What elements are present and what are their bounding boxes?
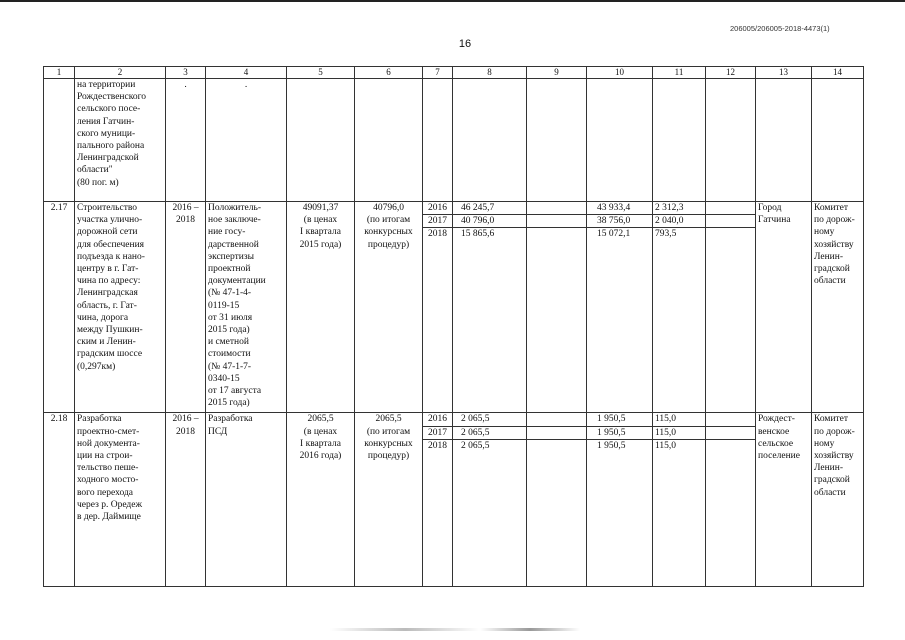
text-line: ному (814, 438, 835, 449)
period (166, 413, 206, 586)
header-col-6: 6 (355, 67, 423, 79)
text-line: (0,297км) (77, 361, 116, 372)
year: 2016 (423, 413, 453, 426)
text-line: Положитель- (208, 203, 261, 213)
year: 2018 (423, 439, 453, 586)
text-line: (80 пог. м) (77, 177, 119, 188)
text-line: сельское (758, 438, 794, 449)
text-line: Ленинградская (77, 288, 138, 299)
document-id: 206005/206005-2018-4473(1) (730, 24, 830, 33)
header-col-4: 4 (206, 67, 287, 79)
amount-col-9 (527, 439, 587, 586)
text-line: 2015 года) (299, 239, 342, 250)
federal-amount: 1 950,5 (587, 413, 653, 426)
text-line: 2016 – (172, 414, 199, 425)
text-line: 2065,5 (375, 414, 402, 425)
period (166, 202, 206, 413)
header-col-7: 7 (423, 67, 453, 79)
text-line: 2016 года) (299, 451, 342, 462)
text-line: чина по адресу: (77, 276, 141, 287)
year: 2018 (423, 228, 453, 413)
text-line: Рождест- (758, 414, 795, 425)
object-name (75, 202, 166, 413)
cont-cell (653, 79, 706, 202)
text-line: в дер. Даймище (77, 512, 141, 523)
cont-cell (355, 79, 423, 202)
header-row (44, 67, 864, 79)
text-line: ции на строи- (77, 451, 133, 462)
total-amount: 46 245,7 (453, 202, 527, 215)
text-line: от 17 августа (208, 386, 262, 397)
cont-cell (756, 79, 812, 202)
text-line: I квартала (300, 438, 341, 449)
regional-amount: 793,5 (653, 228, 706, 413)
federal-amount: 1 950,5 (587, 426, 653, 439)
estimated-cost (287, 202, 355, 413)
text-line: I квартала (300, 227, 341, 238)
total-amount: 15 865,6 (453, 228, 527, 413)
text-line: хозяйству (814, 451, 854, 462)
row-number: 2.18 (44, 413, 75, 586)
text-line: вого перехода (77, 487, 134, 498)
text-line: 2015 года) (208, 325, 250, 336)
text-line: ского муници- (77, 128, 136, 139)
text-line: подъезда к нано- (77, 251, 145, 262)
cont-cell (453, 79, 527, 202)
header-col-3: 3 (166, 67, 206, 79)
regional-amount: 2 040,0 (653, 215, 706, 228)
text-line: участка улично- (77, 215, 143, 226)
text-line: конкурсных (364, 438, 413, 449)
basis (206, 413, 287, 586)
text-line: область, г. Гат- (77, 300, 137, 311)
amount-col-12 (706, 439, 756, 586)
text-line: дорожной сети (77, 227, 138, 238)
cont-name-cell (75, 79, 166, 202)
cont-mark: . (244, 80, 248, 90)
total-amount: 40 796,0 (453, 215, 527, 228)
location (756, 413, 812, 586)
cont-cell (812, 79, 864, 202)
amount-col-12 (706, 413, 756, 426)
text-line: 2065,5 (307, 414, 334, 425)
text-line: процедур) (367, 239, 410, 250)
text-line: Гатчина (758, 215, 791, 226)
amount-col-12 (706, 228, 756, 413)
amount-col-9 (527, 426, 587, 439)
text-line: градским шоссе (77, 349, 143, 360)
text-line: документации (208, 276, 266, 287)
header-col-1: 1 (44, 67, 75, 79)
amount-col-9 (527, 202, 587, 215)
row-number: 2.17 (44, 202, 75, 413)
text-line: Город (758, 203, 782, 213)
text-line: (в ценах (303, 426, 338, 437)
text-line: пального района (77, 141, 145, 152)
year: 2016 (423, 202, 453, 215)
total-amount: 2 065,5 (453, 439, 527, 586)
cont-cell (587, 79, 653, 202)
total-amount: 2 065,5 (453, 413, 527, 426)
text-line: сельского посе- (77, 104, 141, 115)
text-line: по дорож- (814, 215, 855, 226)
scan-artifact (330, 628, 580, 631)
year: 2017 (423, 426, 453, 439)
total-amount: 2 065,5 (453, 426, 527, 439)
header-col-10: 10 (587, 67, 653, 79)
text-line: (в ценах (303, 215, 338, 226)
continuation-row (44, 79, 864, 202)
text-line: (№ 47-1-4- (208, 288, 252, 299)
amount-col-12 (706, 215, 756, 228)
text-line: Разработка (208, 414, 253, 425)
regional-amount: 115,0 (653, 439, 706, 586)
text-line: проектной (208, 264, 251, 275)
amount-col-9 (527, 228, 587, 413)
text-line: конкурсных (364, 227, 413, 238)
text-line: проектно-смет- (77, 426, 140, 437)
cont-cell (423, 79, 453, 202)
text-line: между Пушкин- (77, 325, 143, 336)
text-line: ние госу- (208, 227, 246, 238)
cont-period-cell (166, 79, 206, 202)
text-line: хозяйству (814, 239, 854, 250)
text-line: для обеспечения (77, 239, 145, 250)
text-line: (по итогам (366, 426, 411, 437)
text-line: Комитет (814, 414, 849, 425)
text-line: 2016 – (172, 203, 199, 213)
text-line: градской (814, 475, 850, 486)
text-line: чина, дорога (77, 312, 129, 323)
text-line: 0340-15 (208, 373, 240, 384)
text-line: Комитет (814, 203, 849, 213)
text-line: венское (758, 426, 790, 437)
federal-amount: 15 072,1 (587, 228, 653, 413)
page-number: 16 (458, 38, 472, 50)
cont-cell (287, 79, 355, 202)
year: 2017 (423, 215, 453, 228)
text-line: и сметной (208, 337, 249, 348)
object-name (75, 413, 166, 586)
header-col-13: 13 (756, 67, 812, 79)
contract-cost (355, 202, 423, 413)
text-line: центру в г. Гат- (77, 264, 139, 275)
program-table (43, 66, 864, 587)
text-line: 0119-15 (208, 300, 240, 311)
text-line: Разработка (77, 414, 122, 425)
cont-cell (706, 79, 756, 202)
text-line: дарственной (208, 239, 259, 250)
cont-basis-cell (206, 79, 287, 202)
cont-mark: . (184, 80, 187, 90)
federal-amount: 38 756,0 (587, 215, 653, 228)
text-line: ному (814, 227, 835, 238)
header-col-14: 14 (812, 67, 864, 79)
responsible-body (812, 413, 864, 586)
text-line: ПСД (208, 426, 228, 437)
text-line: градской (814, 264, 850, 275)
text-line: 2018 (176, 215, 195, 226)
text-line: Строительство (77, 203, 138, 213)
table-row (44, 202, 864, 215)
text-line: через р. Оредеж (77, 499, 143, 510)
text-line: от 31 июля (208, 312, 253, 323)
header-col-11: 11 (653, 67, 706, 79)
federal-amount: 43 933,4 (587, 202, 653, 215)
text-line: тельство пеше- (77, 463, 139, 474)
basis (206, 202, 287, 413)
text-line: стоимости (208, 349, 251, 360)
amount-col-9 (527, 215, 587, 228)
text-line: по дорож- (814, 426, 855, 437)
location (756, 202, 812, 413)
amount-col-12 (706, 426, 756, 439)
text-line: процедур) (367, 451, 410, 462)
responsible-body (812, 202, 864, 413)
text-line: поселение (758, 451, 800, 462)
text-line: (№ 47-1-7- (208, 361, 252, 372)
text-line: Ленинградской (77, 153, 139, 164)
regional-amount: 2 312,3 (653, 202, 706, 215)
text-line: 49091,37 (302, 203, 339, 213)
contract-cost (355, 413, 423, 586)
text-line: области" (77, 165, 113, 176)
text-line: области (814, 487, 846, 498)
header-col-12: 12 (706, 67, 756, 79)
text-line: области (814, 276, 846, 287)
regional-amount: 115,0 (653, 413, 706, 426)
text-line: ходного мосто- (77, 475, 139, 486)
text-line: 2015 года) (208, 398, 250, 409)
text-line: экспертизы (208, 251, 254, 262)
header-col-9: 9 (527, 67, 587, 79)
amount-col-12 (706, 202, 756, 215)
text-line: ной документа- (77, 438, 140, 449)
cont-num-cell (44, 79, 75, 202)
text-line: 40796,0 (373, 203, 404, 213)
text-line: ное заключе- (208, 215, 261, 226)
text-line: Ленин- (814, 251, 844, 262)
table-row (44, 413, 864, 426)
regional-amount: 115,0 (653, 426, 706, 439)
federal-amount: 1 950,5 (587, 439, 653, 586)
text-line: (по итогам (366, 215, 411, 226)
header-col-2: 2 (75, 67, 166, 79)
text-line: 2018 (176, 426, 195, 437)
amount-col-9 (527, 413, 587, 426)
text-line: Ленин- (814, 463, 844, 474)
header-col-5: 5 (287, 67, 355, 79)
header-col-8: 8 (453, 67, 527, 79)
cont-cell (527, 79, 587, 202)
top-border-line (0, 0, 905, 2)
text-line: на территории (77, 80, 136, 90)
estimated-cost (287, 413, 355, 586)
text-line: Рождественского (77, 92, 147, 103)
text-line: ления Гатчин- (77, 116, 135, 127)
text-line: ским и Ленин- (77, 337, 136, 348)
